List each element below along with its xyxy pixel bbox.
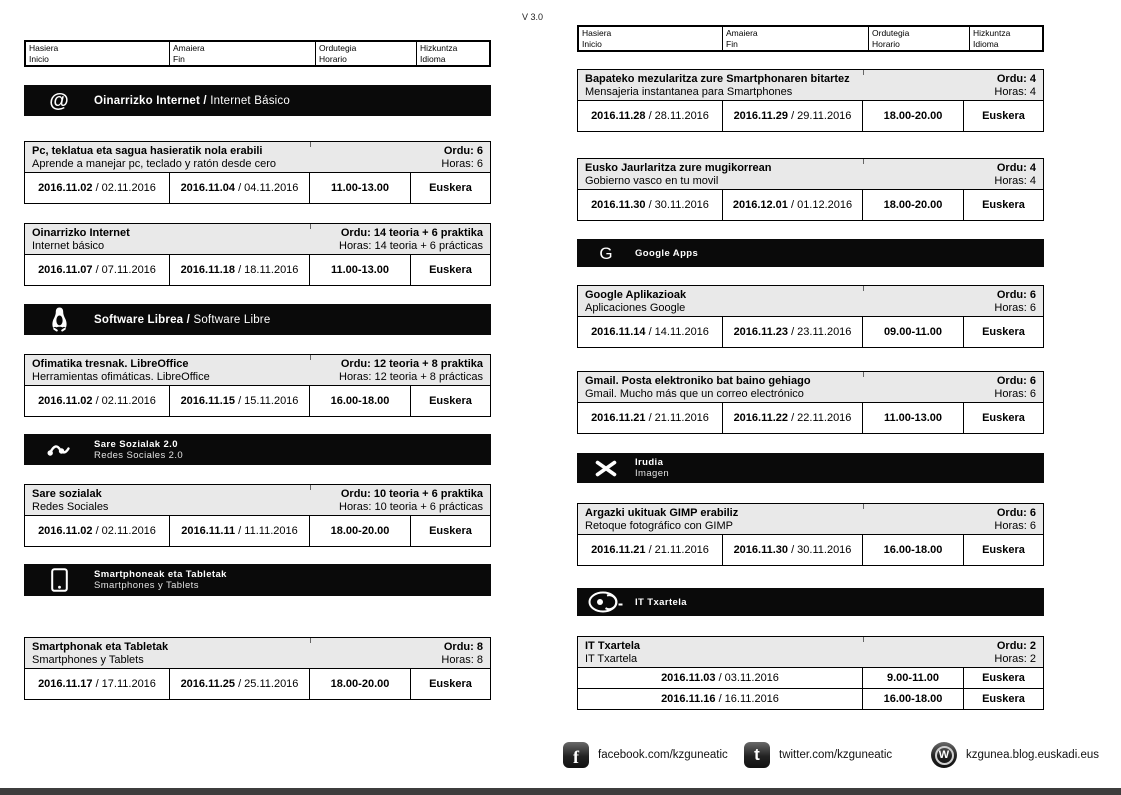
course-title-es: Aplicaciones Google xyxy=(585,302,686,314)
course-header xyxy=(577,636,1044,668)
end-date-cell xyxy=(722,402,863,434)
at-icon: @ xyxy=(49,89,69,112)
course-session-row xyxy=(577,534,1044,566)
time-cell: 16.00-18.00 xyxy=(862,534,964,566)
time-cell: 18.00-20.00 xyxy=(862,189,964,221)
course-title-eu: Oinarrizko Internet xyxy=(32,227,130,239)
time-cell: 9.00-11.00 xyxy=(862,667,964,689)
end-date-cell xyxy=(722,189,863,221)
language-cell: Euskera xyxy=(963,688,1044,710)
date-iso: 2016.11.30 xyxy=(591,199,646,211)
facebook-url[interactable]: facebook.com/kzguneatic xyxy=(598,749,728,761)
label-ordutegia: Ordutegia xyxy=(872,28,910,38)
course-card xyxy=(577,158,1044,221)
time-cell: 09.00-11.00 xyxy=(862,316,964,348)
time-cell: 11.00-13.00 xyxy=(309,172,411,204)
date-iso: 2016.11.30 xyxy=(733,544,789,556)
course-hours-es: Horas: 6 xyxy=(994,302,1036,314)
end-date-cell xyxy=(169,668,310,700)
tablet-icon xyxy=(24,568,94,592)
column-header-table xyxy=(24,40,491,67)
blog-url[interactable]: kzgunea.blog.euskadi.eus xyxy=(966,749,1099,761)
date-alt: / 29.11.2016 xyxy=(788,110,852,122)
course-card xyxy=(24,354,491,417)
banner-it-txartela xyxy=(577,588,1044,616)
course-card xyxy=(24,637,491,700)
banner-internet-basico xyxy=(24,85,491,116)
language-cell: Euskera xyxy=(410,515,491,547)
time-cell: 16.00-18.00 xyxy=(309,385,411,417)
date-alt: / 16.11.2016 xyxy=(715,693,779,705)
time-cell: 11.00-13.00 xyxy=(862,402,964,434)
date-alt: / 02.11.2016 xyxy=(92,525,156,537)
language-cell: Euskera xyxy=(963,534,1044,566)
date-iso: 2016.11.22 xyxy=(733,412,789,424)
course-hours-es: Horas: 10 teoria + 6 prácticas xyxy=(339,501,483,513)
course-hours-es: Horas: 12 teoria + 8 prácticas xyxy=(339,371,483,383)
course-card xyxy=(24,141,491,204)
label-inicio: Inicio xyxy=(582,39,602,49)
header-cell-schedule xyxy=(316,42,417,65)
google-g-icon: G xyxy=(599,243,613,263)
course-header xyxy=(24,354,491,386)
banner-title-eu: Sare Sozialak 2.0 xyxy=(94,438,178,450)
course-session-row xyxy=(577,100,1044,132)
date-iso: 2016.11.29 xyxy=(733,110,789,122)
date-iso: 2016.11.21 xyxy=(591,544,646,556)
label-ordutegia: Ordutegia xyxy=(319,43,357,53)
date-alt: / 23.11.2016 xyxy=(788,326,852,338)
date-alt: / 02.11.2016 xyxy=(92,182,156,194)
course-hours-eu: Ordu: 8 xyxy=(443,641,483,653)
start-date-cell xyxy=(577,402,723,434)
language-cell: Euskera xyxy=(963,100,1044,132)
header-cell-start xyxy=(579,27,723,50)
label-hizkuntza: Hizkuntza xyxy=(973,28,1011,38)
end-date-cell xyxy=(169,254,310,286)
date-iso: 2016.11.15 xyxy=(180,395,236,407)
course-hours-es: Horas: 14 teoria + 6 prácticas xyxy=(339,240,483,252)
tux-icon xyxy=(24,307,94,332)
course-header xyxy=(24,637,491,669)
date-alt: / 30.11.2016 xyxy=(788,544,852,556)
label-idioma: Idioma xyxy=(420,54,446,64)
course-hours-es: Horas: 6 xyxy=(994,520,1036,532)
course-session-row xyxy=(577,402,1044,434)
end-date-cell xyxy=(722,316,863,348)
course-title-es: IT Txartela xyxy=(585,653,638,665)
course-title-eu: Smartphonak eta Tabletak xyxy=(32,641,169,653)
it-txartela-icon xyxy=(577,591,635,613)
date-alt: / 21.11.2016 xyxy=(645,544,709,556)
language-cell: Euskera xyxy=(410,254,491,286)
right-column xyxy=(577,25,1044,710)
banner-title-eu: Smartphoneak eta Tabletak xyxy=(94,569,227,580)
date-alt: / 15.11.2016 xyxy=(235,395,299,407)
course-card xyxy=(24,223,491,286)
start-date-cell xyxy=(577,316,723,348)
language-cell: Euskera xyxy=(410,385,491,417)
banner-title: IT Txartela xyxy=(635,596,687,608)
course-card xyxy=(577,371,1044,434)
course-header xyxy=(24,484,491,516)
course-header xyxy=(24,141,491,173)
date-iso: 2016.11.04 xyxy=(180,182,236,194)
course-hours-es: Horas: 4 xyxy=(994,175,1036,187)
date-iso: 2016.11.02 xyxy=(38,525,93,537)
banner-title xyxy=(94,314,270,326)
banner-title-es: Software Libre xyxy=(193,313,271,326)
course-title-eu: Sare sozialak xyxy=(32,488,102,500)
left-column xyxy=(24,40,491,700)
banner-title xyxy=(94,439,183,461)
banner-title xyxy=(94,569,227,591)
start-date-cell xyxy=(24,668,170,700)
date-alt: / 21.11.2016 xyxy=(645,412,709,424)
course-header xyxy=(577,285,1044,317)
date-alt: / 11.11.2016 xyxy=(235,525,298,537)
course-title-es: Gobierno vasco en tu movil xyxy=(585,175,719,187)
course-card xyxy=(24,484,491,547)
date-iso: 2016.11.02 xyxy=(38,395,93,407)
course-hours-es: Horas: 6 xyxy=(994,388,1036,400)
course-header xyxy=(577,158,1044,190)
course-hours-es: Horas: 2 xyxy=(994,653,1036,665)
label-hasiera: Hasiera xyxy=(29,43,59,53)
start-date-cell xyxy=(577,534,723,566)
course-title-eu: IT Txartela xyxy=(585,640,641,652)
date-iso: 2016.11.17 xyxy=(38,678,93,690)
banner-title-eu: Software Librea / xyxy=(94,313,194,326)
time-cell: 18.00-20.00 xyxy=(309,515,411,547)
start-date-cell xyxy=(24,172,170,204)
course-session-row xyxy=(24,254,491,286)
course-hours-eu: Ordu: 6 xyxy=(996,507,1036,519)
course-title-es: Gmail. Mucho más que un correo electrónico xyxy=(585,388,804,400)
banner-smartphones-tablets xyxy=(24,564,491,596)
date-iso: 2016.11.14 xyxy=(591,326,646,338)
course-session-row xyxy=(577,667,1044,689)
date-alt: / 14.11.2016 xyxy=(645,326,709,338)
start-date-cell xyxy=(577,100,723,132)
date-iso: 2016.11.07 xyxy=(38,264,93,276)
start-date-cell xyxy=(577,189,723,221)
course-session-row xyxy=(24,668,491,700)
course-hours-eu: Ordu: 6 xyxy=(996,289,1036,301)
twitter-icon[interactable]: t xyxy=(744,742,770,768)
course-title-es: Herramientas ofimáticas. LibreOffice xyxy=(32,371,210,383)
date-iso: 2016.11.18 xyxy=(180,264,236,276)
course-title-es: Mensajeria instantanea para Smartphones xyxy=(585,86,793,98)
twitter-url[interactable]: twitter.com/kzguneatic xyxy=(779,749,893,761)
date-alt: / 18.11.2016 xyxy=(235,264,299,276)
date-iso: 2016.11.28 xyxy=(591,110,646,122)
course-title-eu: Gmail. Posta elektroniko bat baino gehiago xyxy=(585,375,811,387)
course-card xyxy=(577,636,1044,710)
date-alt: / 17.11.2016 xyxy=(92,678,156,690)
facebook-link[interactable] xyxy=(563,742,728,768)
course-title-es: Redes Sociales xyxy=(32,501,109,513)
label-hasiera: Hasiera xyxy=(582,28,612,38)
end-date-cell xyxy=(722,100,863,132)
language-cell: Euskera xyxy=(963,189,1044,221)
time-cell: 18.00-20.00 xyxy=(309,668,411,700)
course-card xyxy=(577,285,1044,348)
banner-title-es: Internet Básico xyxy=(210,94,290,107)
course-title-eu: Argazki ukituak GIMP erabiliz xyxy=(585,507,739,519)
course-session-row xyxy=(24,515,491,547)
course-session-row xyxy=(577,688,1044,710)
header-cell-end xyxy=(723,27,869,50)
date-alt: / 28.11.2016 xyxy=(645,110,709,122)
banner-title xyxy=(94,95,290,107)
date-iso: 2016.11.11 xyxy=(181,525,236,537)
bottom-bar xyxy=(0,788,1121,795)
date-iso: 2016.11.02 xyxy=(38,182,93,194)
course-hours-es: Horas: 8 xyxy=(441,654,483,666)
time-cell: 18.00-20.00 xyxy=(862,100,964,132)
course-header xyxy=(577,503,1044,535)
date-iso: 2016.11.03 xyxy=(661,672,716,684)
course-session-row xyxy=(24,172,491,204)
label-fin: Fin xyxy=(726,39,738,49)
date-cell xyxy=(577,688,863,710)
label-horario: Horario xyxy=(319,54,347,64)
label-inicio: Inicio xyxy=(29,54,49,64)
course-header xyxy=(577,69,1044,101)
end-date-cell xyxy=(722,534,863,566)
course-title-es: Retoque fotográfico con GIMP xyxy=(585,520,733,532)
date-alt: / 03.11.2016 xyxy=(715,672,779,684)
banner-google-apps xyxy=(577,239,1044,267)
time-cell: 16.00-18.00 xyxy=(862,688,964,710)
banner-title-eu: Oinarrizko Internet / xyxy=(94,94,211,107)
twitter-link[interactable] xyxy=(744,742,892,768)
banner-title-es: Redes Sociales 2.0 xyxy=(94,449,184,461)
label-amaiera: Amaiera xyxy=(173,43,205,53)
course-session-row xyxy=(577,189,1044,221)
course-title-es: Smartphones y Tablets xyxy=(32,654,144,666)
end-date-cell xyxy=(169,385,310,417)
banner-redes-sociales xyxy=(24,434,491,465)
course-title-es: Internet básico xyxy=(32,240,105,252)
course-title-eu: Ofimatika tresnak. LibreOffice xyxy=(32,358,189,370)
course-title-es: Aprende a manejar pc, teclado y ratón desde cero xyxy=(32,158,276,170)
course-hours-eu: Ordu: 4 xyxy=(996,73,1036,85)
course-card xyxy=(577,503,1044,566)
share-icon xyxy=(24,443,94,457)
label-fin: Fin xyxy=(173,54,185,64)
course-hours-eu: Ordu: 12 teoria + 8 praktika xyxy=(340,358,483,370)
facebook-icon[interactable]: f xyxy=(563,742,589,768)
course-hours-eu: Ordu: 2 xyxy=(996,640,1036,652)
blog-link[interactable] xyxy=(931,742,1099,768)
course-hours-es: Horas: 6 xyxy=(441,158,483,170)
course-title-eu: Eusko Jaurlaritza zure mugikorrean xyxy=(585,162,772,174)
start-date-cell xyxy=(24,254,170,286)
language-cell: Euskera xyxy=(963,316,1044,348)
label-hizkuntza: Hizkuntza xyxy=(420,43,458,53)
label-horario: Horario xyxy=(872,39,900,49)
header-cell-start xyxy=(26,42,170,65)
course-hours-eu: Ordu: 6 xyxy=(996,375,1036,387)
date-iso: 2016.11.16 xyxy=(661,693,716,705)
date-alt: / 30.11.2016 xyxy=(645,199,709,211)
course-header xyxy=(577,371,1044,403)
wordpress-icon[interactable] xyxy=(931,742,957,768)
start-date-cell xyxy=(24,385,170,417)
date-alt: / 07.11.2016 xyxy=(92,264,156,276)
header-cell-language xyxy=(417,42,489,65)
language-cell: Euskera xyxy=(410,172,491,204)
column-header-table xyxy=(577,25,1044,52)
date-alt: / 04.11.2016 xyxy=(235,182,299,194)
date-alt: / 02.11.2016 xyxy=(92,395,156,407)
banner-title-es: Imagen xyxy=(635,468,670,479)
banner-title-eu: Irudia xyxy=(635,457,664,468)
header-cell-language xyxy=(970,27,1042,50)
version-label: V 3.0 xyxy=(522,12,544,22)
label-amaiera: Amaiera xyxy=(726,28,758,38)
date-alt: / 01.12.2016 xyxy=(787,199,853,211)
language-cell: Euskera xyxy=(963,402,1044,434)
course-hours-eu: Ordu: 4 xyxy=(996,162,1036,174)
cross-icon xyxy=(577,460,635,477)
date-iso: 2016.11.23 xyxy=(733,326,789,338)
time-cell: 11.00-13.00 xyxy=(309,254,411,286)
banner-title: Google Apps xyxy=(635,247,699,259)
course-hours-eu: Ordu: 14 teoria + 6 praktika xyxy=(340,227,483,239)
header-cell-end xyxy=(170,42,316,65)
banner-imagen xyxy=(577,453,1044,483)
date-alt: / 25.11.2016 xyxy=(235,678,299,690)
course-hours-es: Horas: 4 xyxy=(994,86,1036,98)
wordpress-w-glyph: W xyxy=(935,746,954,765)
course-session-row xyxy=(24,385,491,417)
course-hours-eu: Ordu: 10 teoria + 6 praktika xyxy=(340,488,483,500)
date-iso: 2016.12.01 xyxy=(732,199,788,211)
course-hours-eu: Ordu: 6 xyxy=(443,145,483,157)
language-cell: Euskera xyxy=(963,667,1044,689)
date-cell xyxy=(577,667,863,689)
end-date-cell xyxy=(169,515,310,547)
course-header xyxy=(24,223,491,255)
date-alt: / 22.11.2016 xyxy=(788,412,852,424)
end-date-cell xyxy=(169,172,310,204)
label-idioma: Idioma xyxy=(973,39,999,49)
start-date-cell xyxy=(24,515,170,547)
date-iso: 2016.11.25 xyxy=(180,678,236,690)
course-title-eu: Pc, teklatua eta sagua hasieratik nola erabili xyxy=(32,145,263,157)
course-title-eu: Google Aplikazioak xyxy=(585,289,687,301)
course-card xyxy=(577,69,1044,132)
date-iso: 2016.11.21 xyxy=(591,412,646,424)
course-title-eu: Bapateko mezularitza zure Smartphonaren bitartez xyxy=(585,73,850,85)
banner-title-es: Smartphones y Tablets xyxy=(94,580,199,591)
header-cell-schedule xyxy=(869,27,970,50)
banner-software-libre xyxy=(24,304,491,335)
banner-title xyxy=(635,457,669,479)
language-cell: Euskera xyxy=(410,668,491,700)
course-session-row xyxy=(577,316,1044,348)
